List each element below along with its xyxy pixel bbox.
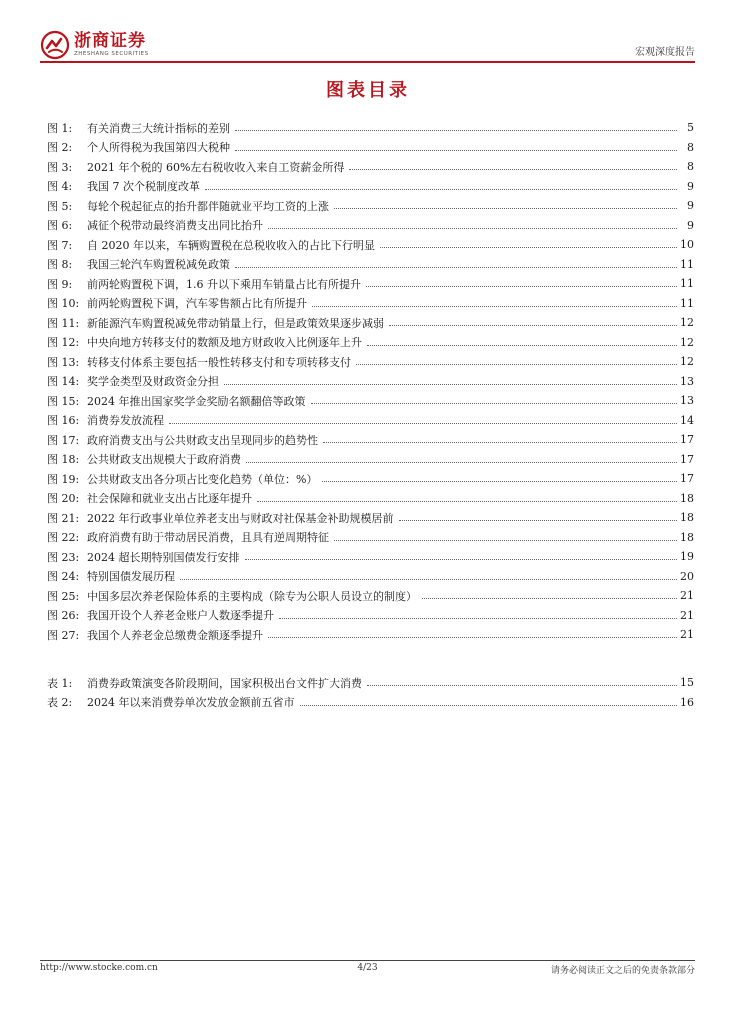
entry-title: 政府消费支出与公共财政支出呈现同步的趋势性 [87,433,318,447]
dot-leader [205,189,677,190]
entry-title: 消费券发放流程 [87,414,164,428]
entry-label: 图 9: [47,277,73,291]
report-type: 宏观深度报告 [635,47,695,58]
entry-page: 14 [680,413,694,427]
entry-label: 图 4: [47,180,73,194]
entry-page: 9 [687,218,694,232]
entry-title: 特别国债发展历程 [87,570,175,584]
toc-entry[interactable] [47,177,694,197]
logo-icon [40,30,70,60]
website-link[interactable]: http://www.stocke.com.cn [40,963,158,973]
dot-leader [366,286,677,287]
header-divider [40,61,695,63]
toc-entry[interactable] [47,693,694,713]
dot-leader [380,247,677,248]
entry-page: 10 [680,238,694,252]
toc-entry[interactable] [47,489,694,509]
entry-page: 18 [680,530,694,544]
dot-leader [235,130,677,131]
entry-label: 图 26: [47,609,80,623]
entry-title: 2024 年以来消费券单次发放金额前五省市 [87,696,295,710]
dot-leader [245,559,678,560]
dot-leader [399,520,678,521]
dot-leader [169,423,677,424]
entry-title: 转移支付体系主要包括一般性转移支付和专项转移支付 [87,355,351,369]
entry-page: 11 [680,257,694,271]
toc-entry[interactable] [47,196,694,216]
figure-list [47,118,694,645]
entry-page: 15 [680,676,694,690]
entry-page: 17 [680,472,694,486]
entry-page: 20 [680,569,694,583]
company-logo [40,30,149,60]
entry-page: 21 [680,628,694,642]
entry-page: 21 [680,608,694,622]
entry-label: 图 1: [47,121,73,135]
toc-entry[interactable] [47,450,694,470]
dot-leader [311,403,678,404]
toc-entry[interactable] [47,372,694,392]
entry-label: 图 24: [47,570,80,584]
toc-entry[interactable] [47,586,694,606]
entry-page: 13 [680,374,694,388]
entry-title: 公共财政支出规模大于政府消费 [87,453,241,467]
logo-name-en: ZHESHANG SECURITIES [74,51,149,57]
dot-leader [268,228,677,229]
entry-label: 图 6: [47,219,73,233]
toc-entry[interactable] [47,352,694,372]
toc-entry[interactable] [47,411,694,431]
entry-label: 图 2: [47,141,73,155]
dot-leader [246,462,677,463]
entry-label: 图 23: [47,550,80,564]
toc-entry[interactable] [47,391,694,411]
entry-label: 图 22: [47,531,80,545]
entry-title: 减征个税带动最终消费支出同比抬升 [87,219,263,233]
toc-entry[interactable] [47,255,694,275]
entry-title: 我国三轮汽车购置税减免政策 [87,258,230,272]
toc-entry[interactable] [47,508,694,528]
entry-label: 图 3: [47,160,73,174]
entry-page: 17 [680,452,694,466]
toc-entry[interactable] [47,138,694,158]
dot-leader [356,364,677,365]
entry-title: 有关消费三大统计指标的差别 [87,121,230,135]
entry-label: 图 8: [47,258,73,272]
dot-leader [334,540,677,541]
entry-page: 17 [680,433,694,447]
entry-label: 图 15: [47,394,80,408]
entry-title: 新能源汽车购置税减免带动销量上行，但是政策效果逐步减弱 [87,316,384,330]
entry-title: 每轮个税起征点的抬升都伴随就业平均工资的上涨 [87,199,329,213]
toc-entry[interactable] [47,274,694,294]
entry-label: 图 10: [47,297,80,311]
toc-entry[interactable] [47,469,694,489]
dot-leader [180,579,677,580]
toc-entry[interactable] [47,625,694,645]
toc-entry[interactable] [47,606,694,626]
dot-leader [367,345,677,346]
dot-leader [224,384,677,385]
footer-divider [40,960,695,961]
entry-title: 公共财政支出各分项占比变化趋势（单位：%） [87,472,318,486]
entry-label: 图 21: [47,511,80,525]
entry-title: 中央向地方转移支付的数额及地方财政收入比例逐年上升 [87,336,362,350]
entry-page: 12 [680,355,694,369]
entry-page: 9 [687,179,694,193]
toc-entry[interactable] [47,333,694,353]
entry-label: 图 25: [47,589,80,603]
entry-title: 我国 7 次个税制度改革 [87,180,200,194]
table-list [47,673,694,712]
toc-entry[interactable] [47,235,694,255]
dot-leader [322,481,677,482]
entry-page: 5 [687,121,694,135]
page-title: 图表目录 [326,80,410,101]
toc-entry[interactable] [47,313,694,333]
entry-title: 消费券政策演变各阶段期间，国家积极出台文件扩大消费 [87,676,362,690]
entry-label: 图 17: [47,433,80,447]
toc-entry[interactable] [47,216,694,236]
entry-page: 8 [687,160,694,174]
entry-label: 图 18: [47,453,80,467]
entry-label: 图 16: [47,414,80,428]
entry-label: 图 19: [47,472,80,486]
dot-leader [235,150,677,151]
entry-title: 社会保障和就业支出占比逐年提升 [87,492,252,506]
entry-label: 表 2: [47,696,73,710]
entry-page: 12 [680,335,694,349]
entry-label: 图 5: [47,199,73,213]
entry-page: 11 [680,277,694,291]
entry-page: 9 [687,199,694,213]
toc-entry[interactable] [47,294,694,314]
entry-page: 8 [687,140,694,154]
dot-leader [257,501,677,502]
entry-title: 我国开设个人养老金账户人数逐季提升 [87,609,274,623]
entry-title: 2024 超长期特别国债发行安排 [87,550,240,564]
toc-entry[interactable] [47,567,694,587]
entry-page: 12 [680,316,694,330]
entry-page: 16 [680,695,694,709]
entry-title: 2022 年行政事业单位养老支出与财政对社保基金补助规模居前 [87,511,394,525]
entry-title: 前两轮购置税下调，汽车零售额占比有所提升 [87,297,307,311]
entry-title: 2021 年个税的 60%左右税收收入来自工资薪金所得 [87,160,345,174]
entry-page: 13 [680,394,694,408]
toc-entry[interactable] [47,528,694,548]
disclaimer-note: 请务必阅读正文之后的免责条款部分 [550,966,695,976]
entry-title: 我国个人养老金总缴费金额逐季提升 [87,628,263,642]
toc-entry[interactable] [47,430,694,450]
entry-title: 奖学金类型及财政资金分担 [87,375,219,389]
toc-entry[interactable] [47,157,694,177]
dot-leader [312,306,677,307]
entry-title: 2024 年推出国家奖学金奖励名额翻倍等政策 [87,394,306,408]
entry-page: 18 [680,491,694,505]
entry-label: 图 12: [47,336,80,350]
page-footer [40,963,695,977]
dot-leader [334,208,677,209]
entry-title: 个人所得税为我国第四大税种 [87,141,230,155]
dot-leader [422,598,677,599]
dot-leader [300,705,678,706]
entry-label: 图 27: [47,628,80,642]
entry-label: 表 1: [47,676,73,690]
entry-page: 11 [680,296,694,310]
entry-label: 图 20: [47,492,80,506]
toc-entry[interactable] [47,673,694,693]
entry-page: 18 [680,511,694,525]
entry-label: 图 7: [47,238,73,252]
dot-leader [268,637,677,638]
entry-page: 19 [680,550,694,564]
dot-leader [389,325,677,326]
page-header [40,30,695,60]
toc-entry[interactable] [47,547,694,567]
entry-label: 图 14: [47,375,80,389]
toc-entry[interactable] [47,118,694,138]
entry-page: 21 [680,589,694,603]
dot-leader [349,169,677,170]
page-number: 4/23 [357,963,378,973]
entry-title: 政府消费有助于带动居民消费，且具有逆周期特征 [87,531,329,545]
entry-label: 图 13: [47,355,80,369]
entry-title: 中国多层次养老保险体系的主要构成（除专为公职人员设立的制度） [87,589,417,603]
entry-title: 前两轮购置税下调，1.6 升以下乘用车销量占比有所提升 [87,277,361,291]
entry-title: 自 2020 年以来，车辆购置税在总税收收入的占比下行明显 [87,238,375,252]
dot-leader [279,618,677,619]
dot-leader [367,685,677,686]
logo-name-cn: 浙商证券 [74,31,146,51]
dot-leader [323,442,677,443]
dot-leader [235,267,677,268]
entry-label: 图 11: [47,316,80,330]
